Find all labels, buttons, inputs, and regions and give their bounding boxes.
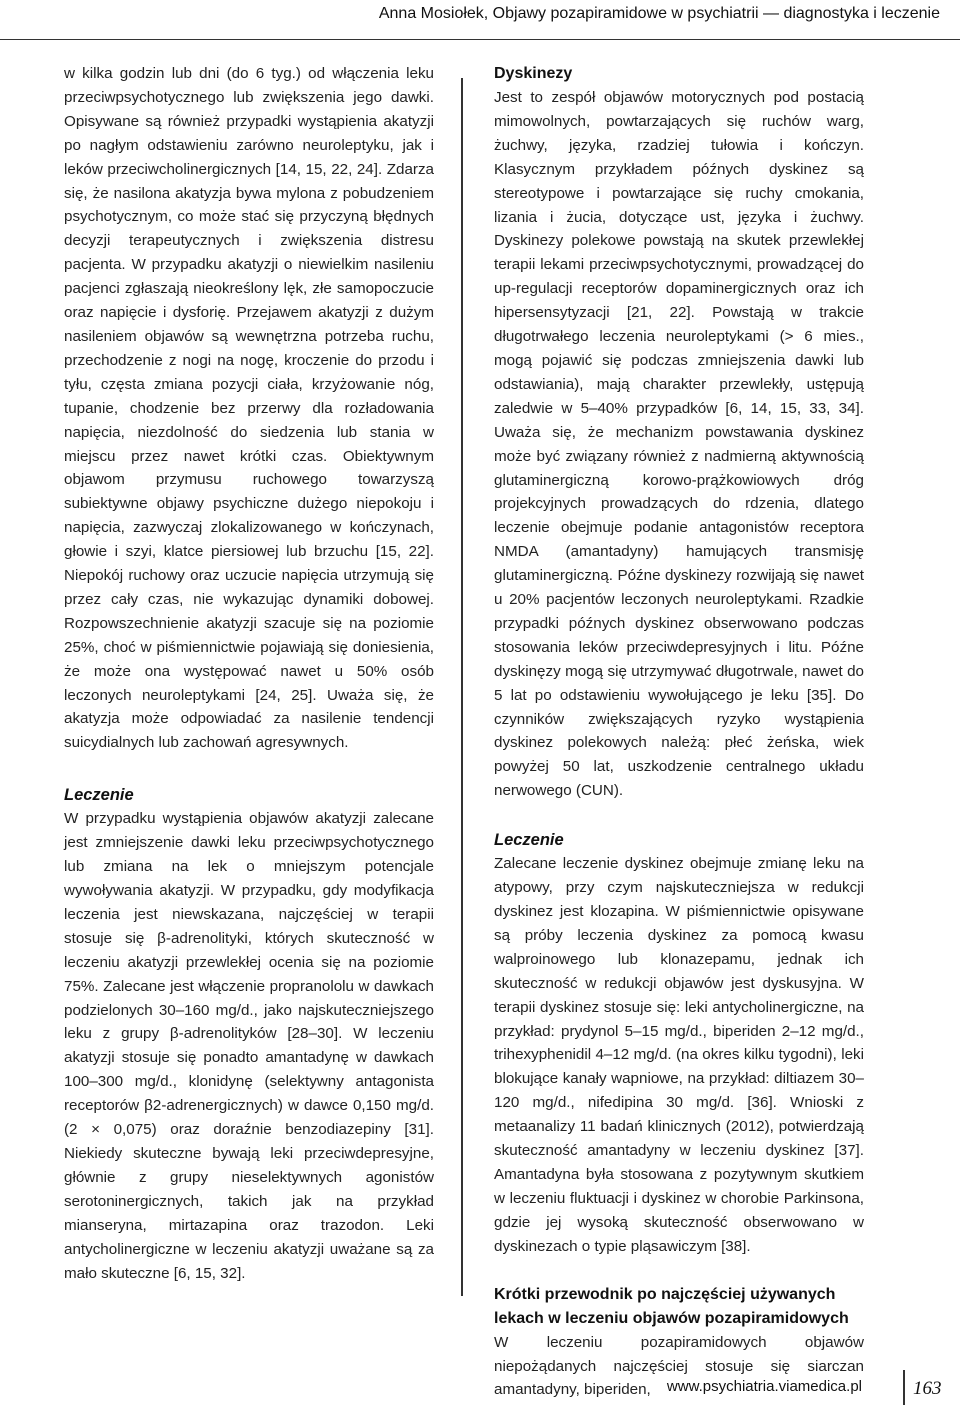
running-title: Anna Mosiołek, Objawy pozapiramidowe w psychiatrii — diagnostyka i leczenie (378, 5, 940, 22)
footer-divider (903, 1370, 905, 1405)
left-column (64, 62, 434, 1285)
body-paragraph: Jest to zespół objawów motorycznych pod postacią mimowolnych, powtarzających się ruchów warg, żuchwy, języka, rzadziej tułowia i kończyn. Klasycznym przykładem późnych dyskinez są stereotypowe i powtarzające się ruchy cmokania, lizania i żucia, dotyczące ust, języka i żuchwy. Dyskinezy polekowe powstają na skutek przewlekłej terapii lekami przeciwpsychotycznymi, prowadzącej do up-regulacji receptorów dopaminergicznych oraz ich hipersensytyzacji [21, 22]. Powstają w trakcie długotrwałego leczenia neuroleptykami (> 6 mies., mogą pojawić się podczas zmniejszenia dawki lub odstawiania), mają charakter przewlekły, ustępują zaledwie w 5–40% przypadków [6, 14, 15, 33, 34]. Uważa się, że mechanizm powstawania dyskinez może być związany również z nadmierną aktywnością glutaminergiczną korowo-prążkowiowych dróg projekcyjnych prowadzących do rdzenia, dlatego leczenie obejmuje podanie antagonistów receptora NMDA (amantadyny) hamujących transmisję glutaminergiczną. Późne dyskinezy rozwijają się nawet u 20% pacjentów leczonych neuroleptykami. Rzadkie przypadki późnych dyskinez obserwowano podczas stosowania leków przeciwdepresyjnych i litu. Późne dyskinęzy mogą się utrzymywać długotrwale, nawet do 5 lat po odstawieniu wywołującego je leku [35]. Do czynników zwiększających ryzyko wystąpienia dyskinez polekowych należą: płeć żeńska, wiek powyżej 50 lat, uszkodzenie centralnego układu nerwowego (CUN). (494, 89, 864, 800)
section-heading-leczenie: Leczenie (494, 831, 564, 850)
running-header (0, 0, 960, 40)
section-heading-przewodnik: Krótki przewodnik po najczęściej używanych lekach w leczeniu objawów pozapiramidowych (494, 1285, 849, 1327)
body-paragraph: W przypadku wystąpienia objawów akatyzji zalecane jest zmniejszenie dawki leku przeciwpsychotycznego lub zmiana na lek o mniejszym potencjale wywoływania akatyzji. W przypadku, gdy modyfikacja leczenia jest niewskazana, najczęściej w terapii stosuje się β-adrenolityki, których skuteczność w leczeniu akatyzji przewlekłej ocenia się na poziomie 75%. Zalecane jest włączenie propranololu w dawkach podzielonych 30–160 mg/d., jako najskuteczniejszego leku z grupy β-adrenolityków [28–30]. W leczeniu akatyzji stosuje się ponadto amantadynę w dawkach 100–300 mg/d., klonidynę (selektywny antagonista receptorów β2-adrenergicznych) w dawce 0,150 mg/d. (2 × 0,075) oraz doraźnie benzodiazepiny [31]. Niekiedy skuteczne bywają leki przeciwdepresyjne, głównie z grupy nieselektywnych agonistów serotoninergicznych, takich jak na przykład mianseryna, mirtazapina oraz trazodon. Leki antycholinergiczne w leczeniu akatyzji uważane są za mało skuteczne [6, 15, 32]. (64, 810, 434, 1282)
journal-url: www.psychiatria.viamedica.pl (666, 1378, 862, 1395)
column-divider (461, 78, 463, 1296)
body-paragraph: W leczeniu pozapiramidowych objawów niepożądanych najczęściej stosuje się siarczan amantadyny, biperiden, (494, 1333, 864, 1399)
body-paragraph: Zalecane leczenie dyskinez obejmuje zmianę leku na atypowy, przy czym najskuteczniejsza w redukcji dyskinez jest klozapina. W piśmiennictwie opisywane są próby leczenia dyskinez za pomocą kwasu walproinowego lub klonazepamu, jednak ich skuteczność w redukcji objawów jest dyskusyjna. W terapii dyskinez stosuje się: leki antycholinergiczne, na przykład: prydynol 5–15 mg/d., biperiden 2–12 mg/d., trihexyphenidil 4–12 mg/d. (na okres kilku tygodni), leki blokujące kanały wapniowe, na przykład: diltiazem 30–120 mg/d., nifedipina 30 mg/d. [36]. Wnioski z metaanalizy 11 badań klinicznych (2012), potwierdzają skuteczność amantadyny w leczeniu dyskinez [37]. Amantadyna była stosowana z pozytywnym skutkiem w leczeniu fluktuacji i dyskinez w chorobie Parkinsona, gdzie jej wysoką skuteczność obserwowano w dyskinezach o typie pląsawiczym [38]. (494, 855, 864, 1255)
page-number: 163 (913, 1378, 942, 1399)
right-column (494, 62, 864, 1402)
body-paragraph: w kilka godzin lub dni (do 6 tyg.) od włączenia leku przeciwpsychotycznego lub zwiększenia jego dawki. Opisywane są również przypadki wystąpienia akatyzji po nagłym odstawieniu zarówno neuroleptyku, jak i leków przeciwcholinergicznych [14, 15, 22, 24]. Zdarza się, że nasilona akatyzja bywa mylona z pobudzeniem psychotycznym, co może stać się przyczyną błędnych decyzji terapeutycznych i zwiększenia distresu pacjenta. W przypadku akatyzji o niewielkim nasileniu pacjenci zgłaszają nieokreślony lęk, złe samopoczucie oraz napięcie i dysforię. Przejawem akatyzji z dużym nasileniem objawów są wewnętrzna potrzeba ruchu, przechodzenie z nogi na nogę, kroczenie do przodu i tyłu, częsta zmiana pozycji ciała, krzyżowanie nóg, tupanie, chodzenie bez przerwy dla rozładowania napięcia, niezdolność do siedzenia lub stania w miejscu przez nawet krótki czas. Obiektywnym objawom przymusu ruchowego towarzyszą subiektywne objawy psychiczne dużego niepokoju i napięcia, zazwyczaj zlokalizowanego w kończynach, głowie i szyi, klatce piersiowej lub brzuchu [15, 22]. Niepokój ruchowy oraz uczucie napięcia utrzymują się przez cały czas, nie wykazując dynamiki dobowej. Rozpowszechnienie akatyzji szacuje się na poziomie 25%, choć w piśmiennictwie pojawiają się doniesienia, że może ona występować nawet u 50% osób leczonych neuroleptykami [24, 25]. Uważa się, że akatyzja może odpowiadać za nasilenie tendencji suicydialnych lub zachowań agresywnych. (64, 65, 434, 752)
section-heading-dyskinezy: Dyskinezy (494, 65, 573, 82)
section-heading-leczenie: Leczenie (64, 786, 134, 805)
